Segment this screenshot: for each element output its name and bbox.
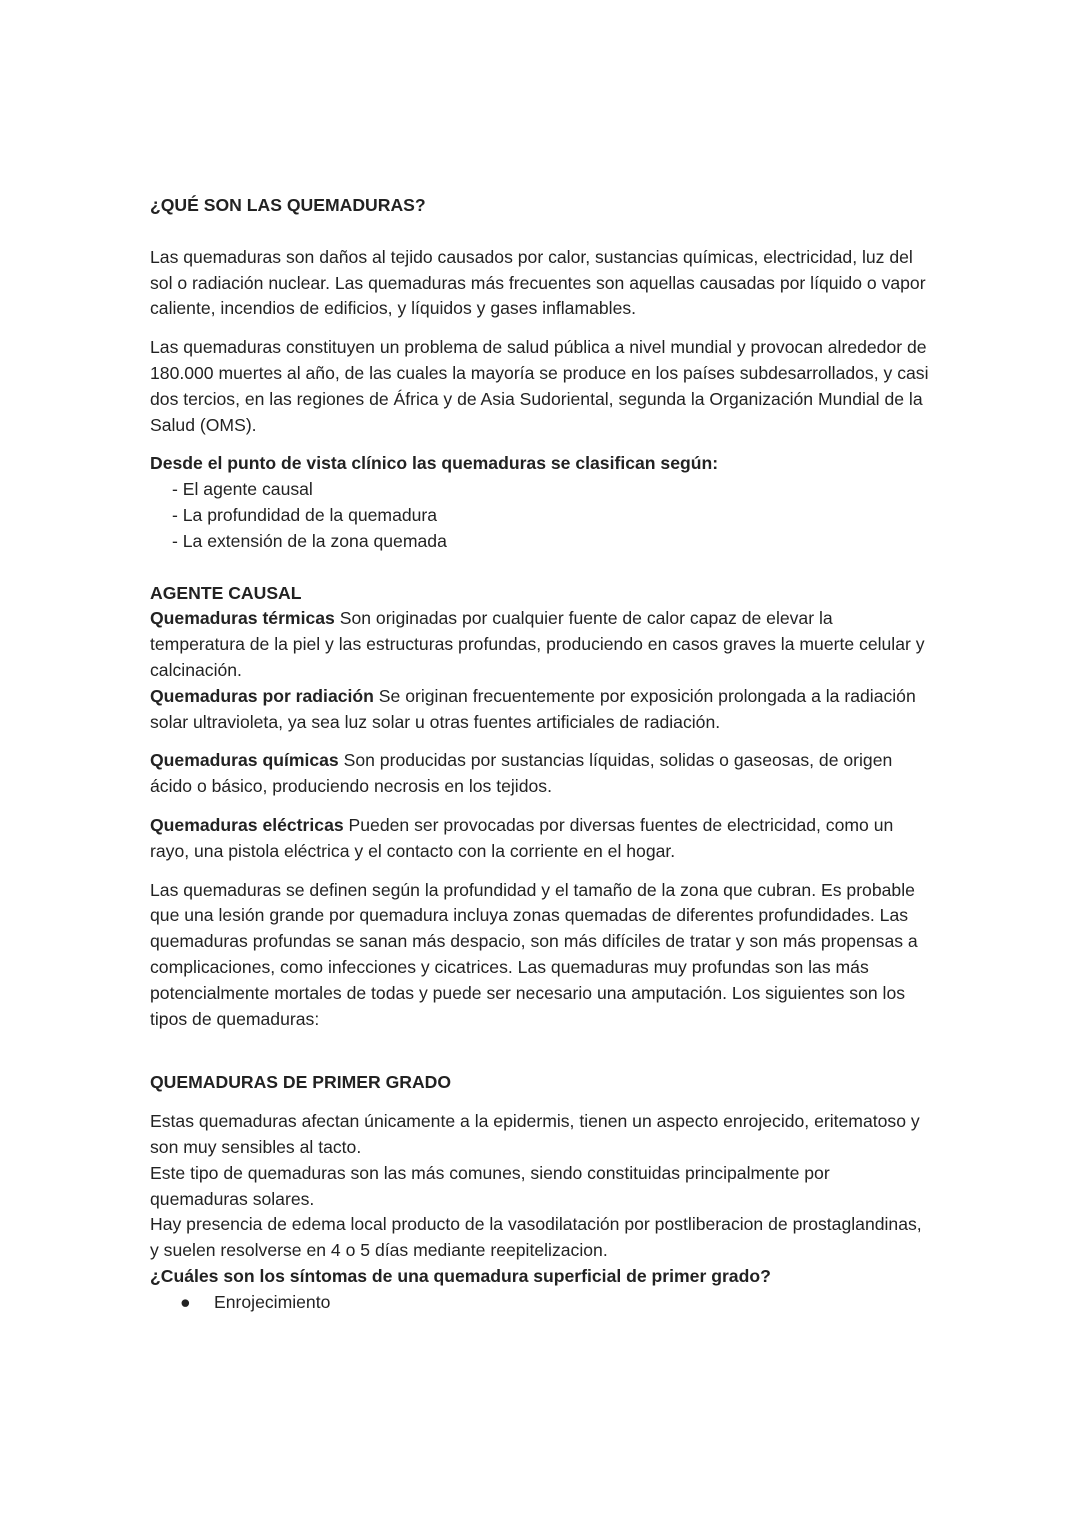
agent-radiation (150, 684, 930, 736)
symptom-text: Enrojecimiento (214, 1291, 331, 1312)
bullet-icon: ● (180, 1291, 191, 1312)
first-degree-line-1: Estas quemaduras afectan únicamente a la epidermis, tienen un aspecto enrojecido, eritematoso y son muy sensibles al tacto. (150, 1111, 920, 1157)
depth-paragraph: Las quemaduras se definen según la profundidad y el tamaño de la zona que cubran. Es probable que una lesión grande por quemadura incluya zonas quemadas de diferentes profundidades. Las quemaduras profundas se sanan más despacio, son más difíciles de tratar y son más propensas a complicaciones, como infecciones y cicatrices. Las quemaduras muy profundas son las más potencialmente mortales de todas y puede ser necesario una amputación. Los siguientes son los tipos de quemaduras: (150, 879, 918, 1029)
classification-list (150, 477, 930, 554)
agent-term: Quemaduras químicas (150, 750, 339, 771)
page-title: ¿QUÉ SON LAS QUEMADURAS? (150, 195, 426, 215)
list-item: - El agente causal (172, 477, 930, 503)
document-body (150, 193, 930, 1315)
list-item (180, 1290, 930, 1316)
agent-heading: AGENTE CAUSAL (150, 582, 302, 603)
symptoms-list (150, 1290, 930, 1316)
intro-paragraph-2: Las quemaduras constituyen un problema de salud pública a nivel mundial y provocan alrededor de 180.000 muertes al año, de las cuales la mayoría se produce en los países subdesarrollados, y casi dos tercios, en las regiones de África y de Asia Sudoriental, segunda la Organización Mundial de la Salud (OMS). (150, 337, 929, 435)
symptoms-question: ¿Cuáles son los síntomas de una quemadura superficial de primer grado? (150, 1265, 771, 1286)
agent-electrical (150, 813, 930, 865)
agent-text: Se originan frecuentemente por exposición prolongada a la radiación solar ultravioleta, ya sea luz solar u otras fuentes artificiales de radiación. (150, 685, 916, 732)
agent-text: Son originadas por cualquier fuente de calor capaz de elevar la temperatura de la piel y las estructuras profundas, produciendo en casos graves la muerte celular y calcinación. (150, 608, 925, 680)
classification-heading: Desde el punto de vista clínico las quemaduras se clasifican según: (150, 453, 719, 474)
list-item: - La profundidad de la quemadura (172, 503, 930, 529)
intro-paragraph-1: Las quemaduras son daños al tejido causados por calor, sustancias químicas, electricidad, luz del sol o radiación nuclear. Las quemaduras más frecuentes son aquellas causadas por líquido o vapor caliente, incendios de edificios, y líquidos y gases inflamables. (150, 246, 926, 319)
agent-text: Son producidas por sustancias líquidas, solidas o gaseosas, de origen ácido o básico, produciendo necrosis en los tejidos. (150, 750, 893, 797)
agent-term: Quemaduras por radiación (150, 685, 374, 706)
agent-thermal (150, 606, 930, 683)
first-degree-line-2: Este tipo de quemaduras son las más comunes, siendo constituidas principalmente por quemaduras solares. (150, 1162, 830, 1209)
list-item: - La extensión de la zona quemada (172, 529, 930, 555)
agent-term: Quemaduras térmicas (150, 608, 335, 629)
agent-text: Pueden ser provocadas por diversas fuentes de electricidad, como un rayo, una pistola eléctrica y el contacto con la corriente en el hogar. (150, 814, 894, 861)
first-degree-heading: QUEMADURAS DE PRIMER GRADO (150, 1072, 452, 1093)
agent-term: Quemaduras eléctricas (150, 814, 344, 835)
agent-chemical (150, 748, 930, 800)
first-degree-line-3: Hay presencia de edema local producto de la vasodilatación por postliberacion de prostaglandinas, y suelen resolverse en 4 o 5 días mediante reepitelizacion. (150, 1214, 922, 1261)
